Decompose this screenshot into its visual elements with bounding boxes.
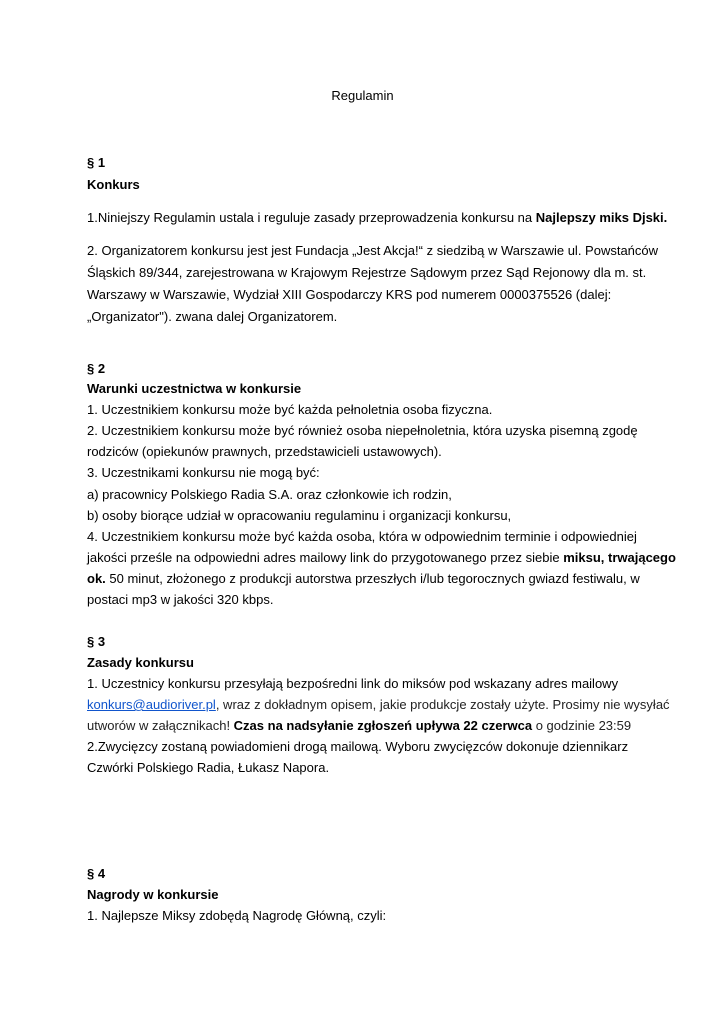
bold-text: ok. [87, 571, 106, 586]
section-3-line-2 [87, 697, 670, 713]
line-text: , wraz z dokładnym opisem, jakie produkcje zostały użyte. Prosimy nie wysyłać [215, 697, 670, 712]
section-2-line-7: 4. Uczestnikiem konkursu może być każda osoba, która w odpowiednim terminie i odpowiedniej [87, 529, 637, 544]
section-1-paragraph-2-line-1: 2. Organizatorem konkursu jest jest Fundacja „Jest Akcja!“ z siedzibą w Warszawie ul. Powstańców [87, 243, 659, 258]
section-2-line-8 [87, 550, 676, 566]
section-4-line-1: 1. Najlepsze Miksy zdobędą Nagrodę Główną, czyli: [87, 908, 387, 923]
section-3-line-4: 2.Zwycięzcy zostaną powiadomieni drogą mailową. Wyboru zwycięzców dokonuje dziennikarz [87, 739, 629, 754]
section-2-line-10: postaci mp3 w jakości 320 kbps. [87, 592, 274, 607]
section-2-number: § 2 [87, 361, 106, 376]
section-2-line-9 [87, 571, 640, 587]
section-2-line-6: b) osoby biorące udział w opracowaniu regulaminu i organizacji konkursu, [87, 508, 512, 523]
section-3-line-1: 1. Uczestnicy konkursu przesyłają bezpośredni link do miksów pod wskazany adres mailowy [87, 676, 619, 691]
section-1-paragraph-2-line-3: Warszawy w Warszawie, Wydział XIII Gospodarczy KRS pod numerem 0000375526 (dalej: [87, 287, 612, 302]
section-4-number: § 4 [87, 866, 106, 881]
section-2-heading: Warunki uczestnictwa w konkursie [87, 381, 302, 396]
section-3-line-3 [87, 718, 631, 734]
section-3-heading: Zasady konkursu [87, 655, 194, 670]
line-text: utworów w załącznikach! [87, 718, 234, 733]
section-2-line-1: 1. Uczestnikiem konkursu może być każda pełnoletnia osoba fizyczna. [87, 402, 493, 417]
paragraph-text: 1.Niniejszy Regulamin ustala i reguluje zasady przeprowadzenia konkursu na [87, 210, 536, 225]
document-title: Regulamin [331, 88, 394, 103]
bold-text: miksu, trwającego [563, 550, 676, 565]
section-1-paragraph-1 [87, 210, 667, 226]
section-2-line-2: 2. Uczestnikiem konkursu może być również osoba niepełnoletnia, która uzyska pisemną zgodę [87, 423, 638, 438]
section-1-paragraph-2-line-4: „Organizator"). zwana dalej Organizatorem. [87, 309, 338, 324]
line-text: jakości prześle na odpowiedni adres mailowy link do przygotowanego przez siebie [87, 550, 564, 565]
section-3-number: § 3 [87, 634, 106, 649]
line-text: o godzinie 23:59 [532, 718, 632, 733]
contest-name: Najlepszy miks Djski. [535, 210, 668, 225]
section-1-number: § 1 [87, 155, 106, 170]
email-link[interactable]: konkurs@audioriver.pl [87, 697, 216, 712]
section-4-heading: Nagrody w konkursie [87, 887, 219, 902]
section-3-line-5: Czwórki Polskiego Radia, Łukasz Napora. [87, 760, 330, 775]
section-2-line-4: 3. Uczestnikami konkursu nie mogą być: [87, 465, 320, 480]
section-1-heading: Konkurs [87, 177, 140, 192]
section-2-line-5: a) pracownicy Polskiego Radia S.A. oraz członkowie ich rodzin, [87, 487, 452, 502]
section-1-paragraph-2-line-2: Śląskich 89/344, zarejestrowana w Krajowym Rejestrze Sądowym przez Sąd Rejonowy dla m. st. [87, 265, 647, 280]
line-text: 50 minut, złożonego z produkcji autorstwa przeszłych i/lub tegorocznych gwiazd festiwalu, w [105, 571, 640, 586]
deadline-date: 22 czerwca [463, 718, 533, 733]
section-2-line-3: rodziców (opiekunów prawnych, przedstawicieli ustawowych). [87, 444, 442, 459]
bold-text: Czas na nadsyłanie zgłoszeń upływa [233, 718, 464, 733]
